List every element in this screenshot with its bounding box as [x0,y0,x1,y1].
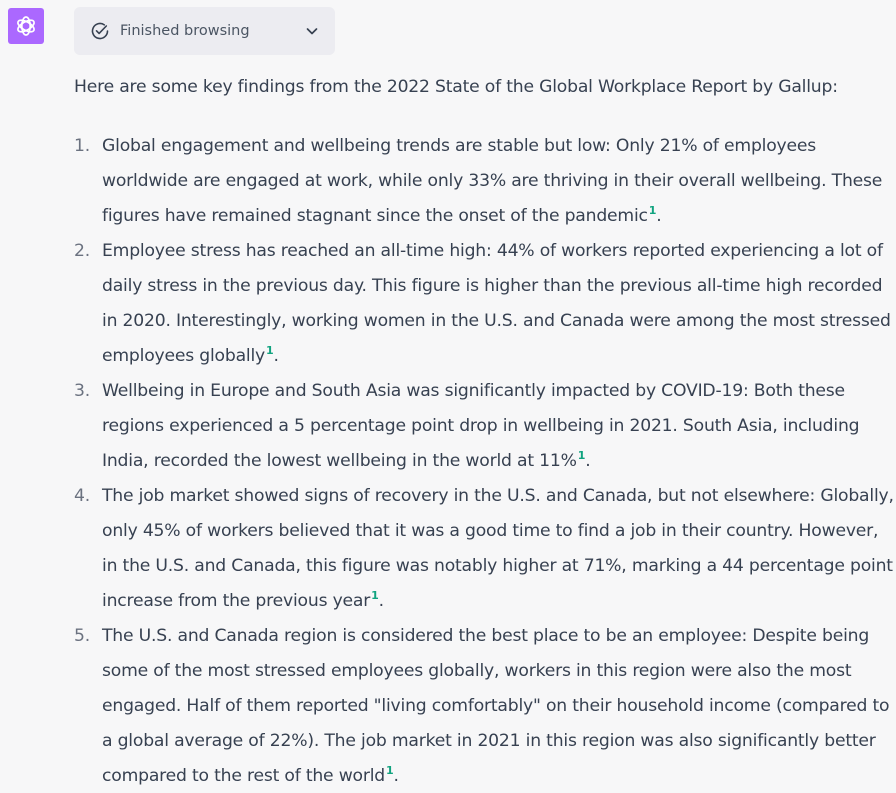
finding-end: . [585,451,591,471]
finding-number: 2. [74,241,90,261]
finding-text: Global engagement and wellbeing trends are stable but low: Only 21% of employees worldwide are engaged at work, while only 33% are thriving in their overall wellbeing. These figures have remained stagnant since the onset of the pandemic [102,136,883,226]
findings-list [74,129,894,793]
citation-link[interactable]: 1 [386,764,394,777]
finding-end: . [656,206,662,226]
browsing-status-label: Finished browsing [120,23,250,39]
message-intro: Here are some key findings from the 2022 State of the Global Workplace Report by Gallup: [74,77,838,97]
finding-number: 5. [74,626,90,646]
finding-item [74,619,894,793]
chevron-down-icon[interactable] [303,22,321,40]
openai-logo-icon [13,13,39,39]
citation-link[interactable]: 1 [266,344,274,357]
finding-text: Employee stress has reached an all-time high: 44% of workers reported experiencing a lot of daily stress in the previous day. This figure is higher than the previous all-time high recorded in 2020. Interestingly, working women in the U.S. and Canada were among the most stressed employees globally [102,241,891,366]
message-content [74,70,894,793]
finding-number: 3. [74,381,90,401]
finding-item [74,479,894,619]
finding-end: . [393,766,399,786]
finding-text: The job market showed signs of recovery in the U.S. and Canada, but not elsewhere: Globally, only 45% of workers believed that it was a good time to find a job in their country. However, in the U.S. and Canada, this figure was notably higher at 71%, marking a 44 percentage point increase from the previous year [102,486,894,611]
finding-text: The U.S. and Canada region is considered the best place to be an employee: Despite being some of the most stressed employees globally, workers in this region were also the most engaged. Half of them reported "living comfortably" on their household income (compared to a global average of 22%). The job market in 2021 in this region was also significantly better compared to the rest of the world [102,626,890,786]
citation-link[interactable]: 1 [577,449,586,462]
finding-item [74,374,894,479]
finding-number: 4. [74,486,90,506]
browsing-status-toggle[interactable] [74,7,335,55]
finding-end: . [273,346,279,366]
finding-item [74,129,894,234]
finding-item [74,234,894,374]
assistant-avatar [8,8,44,44]
finding-text: Wellbeing in Europe and South Asia was significantly impacted by COVID-19: Both these regions experienced a 5 percentage point drop in wellbeing in 2021. South Asia, including India, recorded the lowest wellbeing in the world at 11% [102,381,860,471]
finding-number: 1. [74,136,90,156]
citation-link[interactable]: 1 [648,204,657,217]
finding-end: . [378,591,384,611]
check-circle-icon [90,21,110,41]
citation-link[interactable]: 1 [371,589,379,602]
